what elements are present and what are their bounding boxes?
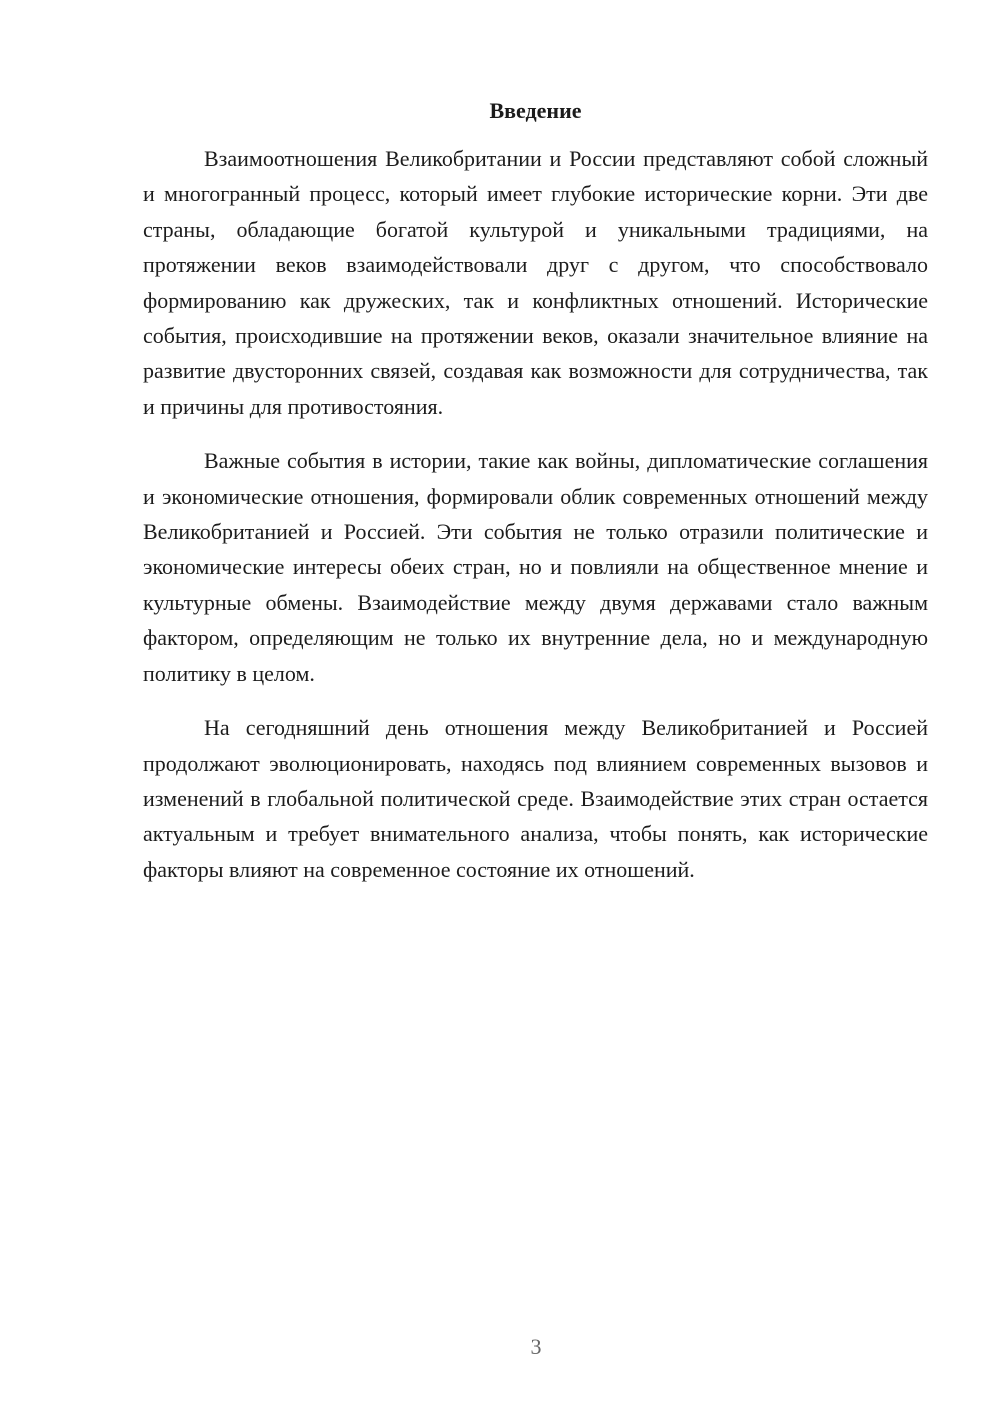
- paragraph-1: Взаимоотношения Великобритании и России представляют собой сложный и многогранный процесс, который имеет глубокие исторические корни. Эти две страны, обладающие богатой культурой и уникальными традициями, на протяжении веков взаимодействовали друг с другом, что способствовало формированию как дружеских, так и конфликтных отношений. Исторические события, происходившие на протяжении веков, оказали значительное влияние на развитие двусторонних связей, создавая как возможности для сотрудничества, так и причины для противостояния.: [143, 146, 928, 419]
- page-content: [143, 93, 928, 906]
- page-number: 3: [530, 1334, 542, 1359]
- section-heading: Введение: [489, 98, 582, 123]
- paragraph-3: На сегодняшний день отношения между Великобританией и Россией продолжают эволюционировать, находясь под влиянием современных вызовов и изменений в глобальной политической среде. Взаимодействие этих стран остается актуальным и требует внимательного анализа, чтобы понять, как исторические факторы влияют на современное состояние их отношений.: [143, 715, 928, 882]
- paragraph-2: Важные события в истории, такие как войны, дипломатические соглашения и экономические отношения, формировали облик современных отношений между Великобританией и Россией. Эти события не только отразили политические и экономические интересы обеих стран, но и повлияли на общественное мнение и культурные обмены. Взаимодействие между двумя державами стало важным фактором, определяющим не только их внутренние дела, но и международную политику в целом.: [143, 448, 928, 686]
